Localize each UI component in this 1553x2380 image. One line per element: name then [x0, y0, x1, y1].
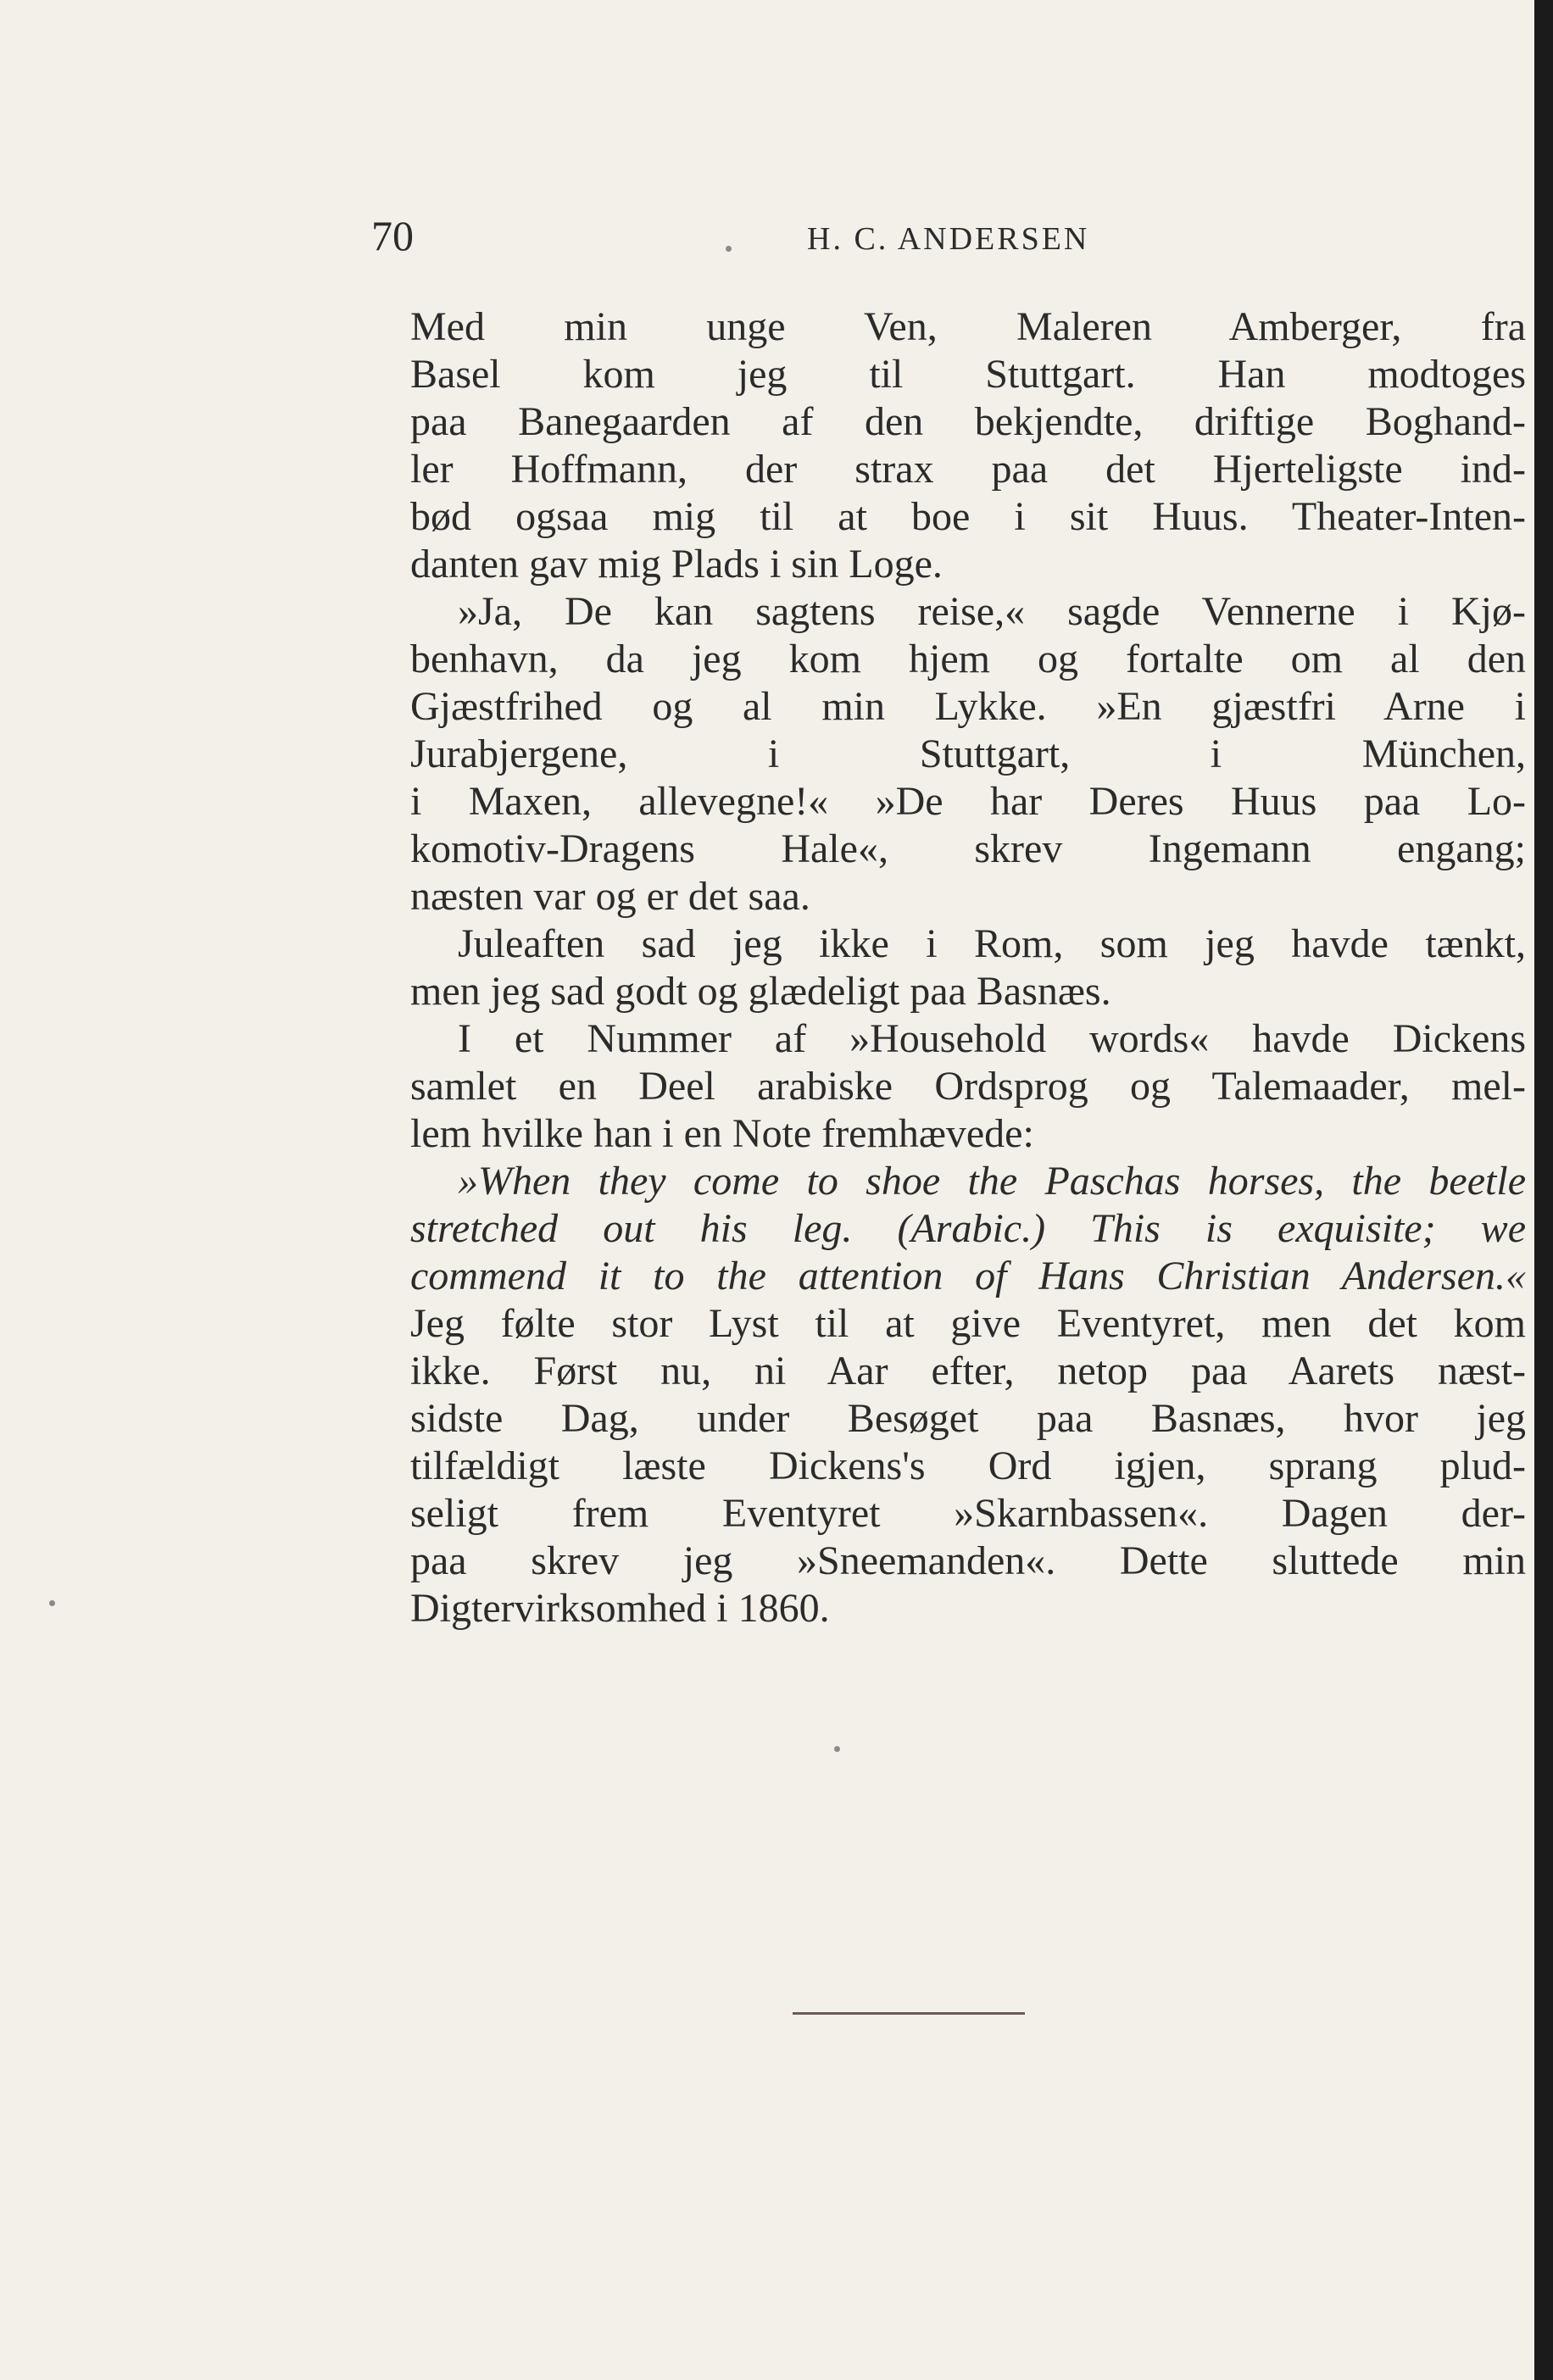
running-head: H. C. ANDERSEN: [807, 221, 1090, 257]
text-line: [410, 1158, 1526, 1205]
line-text: ikke. Først nu, ni Aar efter, netop paa Aarets næst-: [410, 1348, 1526, 1393]
line-text: ler Hoffmann, der strax paa det Hjerteligste ind-: [410, 447, 1526, 492]
text-line: [410, 1300, 1526, 1348]
text-line: [410, 1063, 1526, 1110]
line-text: Basel kom jeg til Stuttgart. Han modtoges: [410, 352, 1526, 397]
text-line: [410, 1015, 1526, 1063]
line-text: Jeg følte stor Lyst til at give Eventyret, men det kom: [410, 1301, 1526, 1346]
line-text: tilfældigt læste Dickens's Ord igjen, sprang plud-: [410, 1443, 1526, 1488]
text-line: [410, 1253, 1526, 1300]
text-line: [410, 446, 1526, 493]
page-header: [371, 212, 1219, 263]
line-text: seligt frem Eventyret »Skarnbassen«. Dagen der-: [410, 1491, 1526, 1536]
line-text: lem hvilke han i en Note fremhævede:: [410, 1111, 1034, 1156]
line-text: bød ogsaa mig til at boe i sit Huus. Theater-Inten-: [410, 494, 1526, 539]
line-text: paa skrev jeg »Sneemanden«. Dette sluttede min: [410, 1538, 1526, 1583]
line-text: I et Nummer af »Household words« havde Dickens: [458, 1016, 1526, 1061]
text-line: [410, 1110, 1526, 1158]
text-line: [410, 1205, 1526, 1253]
text-line: [410, 778, 1526, 826]
text-line: [410, 1443, 1526, 1490]
line-text: i Maxen, allevegne!« »De har Deres Huus paa Lo-: [410, 779, 1526, 824]
line-text: benhavn, da jeg kom hjem og fortalte om al den: [410, 637, 1526, 681]
line-text: men jeg sad godt og glædeligt paa Basnæs.: [410, 969, 1111, 1014]
line-text: Med min unge Ven, Maleren Amberger, fra: [410, 304, 1526, 349]
text-line: [410, 731, 1526, 778]
text-line: [410, 1348, 1526, 1395]
text-line: [410, 1490, 1526, 1538]
page-number: 70: [371, 212, 414, 259]
line-text: næsten var og er det saa.: [410, 874, 810, 919]
print-speck: [834, 1746, 840, 1752]
text-line: [410, 873, 1526, 920]
text-line: [410, 1395, 1526, 1443]
end-rule: [793, 2012, 1025, 2015]
text-line: [410, 303, 1526, 351]
line-text: danten gav mig Plads i sin Loge.: [410, 542, 943, 587]
text-line: [410, 588, 1526, 636]
text-line: [410, 968, 1526, 1015]
text-line: [410, 826, 1526, 873]
line-text: »When they come to shoe the Paschas horses, the beetle: [458, 1159, 1526, 1204]
text-line: [410, 493, 1526, 541]
page-edge-shadow: [1534, 0, 1553, 2380]
print-speck: [726, 246, 732, 252]
line-text: paa Banegaarden af den bekjendte, driftige Boghand-: [410, 399, 1526, 444]
text-line: [410, 683, 1526, 731]
line-text: samlet en Deel arabiske Ordsprog og Talemaader, mel-: [410, 1064, 1526, 1109]
line-text: Digtervirksomhed i 1860.: [410, 1586, 830, 1631]
line-text: commend it to the attention of Hans Christian Andersen.«: [410, 1254, 1526, 1298]
text-line: [410, 920, 1526, 968]
text-line: [410, 1538, 1526, 1585]
text-line: [410, 398, 1526, 446]
body-text: [410, 303, 1526, 1632]
line-text: stretched out his leg. (Arabic.) This is exquisite; we: [410, 1206, 1526, 1251]
line-text: Juleaften sad jeg ikke i Rom, som jeg havde tænkt,: [458, 921, 1526, 966]
line-text: »Ja, De kan sagtens reise,« sagde Vennerne i Kjø-: [458, 589, 1526, 634]
text-line: [410, 636, 1526, 683]
text-line: [410, 1585, 1526, 1632]
text-line: [410, 351, 1526, 398]
print-speck: [49, 1600, 55, 1606]
text-line: [410, 541, 1526, 588]
line-text: komotiv-Dragens Hale«, skrev Ingemann engang;: [410, 826, 1526, 871]
line-text: Gjæstfrihed og al min Lykke. »En gjæstfri Arne i: [410, 684, 1526, 729]
line-text: Jurabjergene, i Stuttgart, i München,: [410, 731, 1526, 776]
line-text: sidste Dag, under Besøget paa Basnæs, hvor jeg: [410, 1396, 1526, 1441]
